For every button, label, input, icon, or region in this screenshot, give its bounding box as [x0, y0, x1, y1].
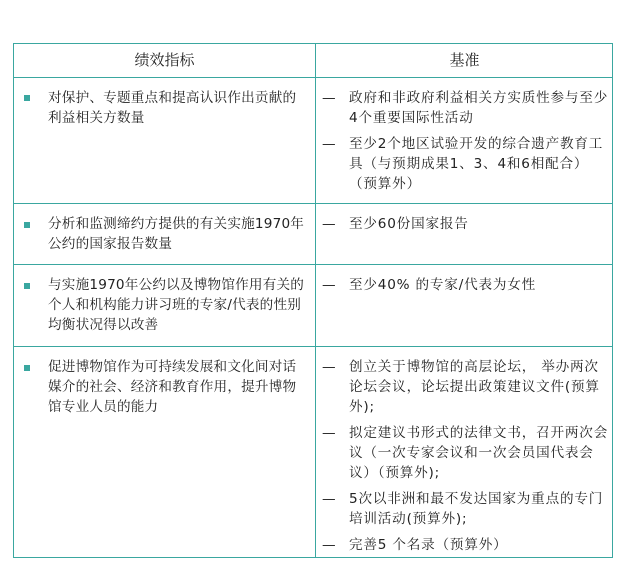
- header-criteria: 基准: [449, 51, 480, 69]
- criteria-item: [322, 214, 610, 234]
- criteria-text: 拟定建议书形式的法律文书，召开两次会议（一次专家会议和一次会员国代表会议）（预算外);: [349, 425, 609, 481]
- bullet-icon: [24, 283, 30, 289]
- dash-marker: —: [322, 90, 336, 106]
- criteria-item: [322, 489, 610, 529]
- dash-marker: —: [322, 359, 336, 375]
- criteria-text: 至少60份国家报告: [349, 216, 469, 232]
- dash-marker: —: [322, 216, 336, 232]
- dash-marker: —: [322, 136, 336, 152]
- bullet-icon: [24, 95, 30, 101]
- table-row: [14, 204, 612, 264]
- criteria-text: 创立关于博物馆的高层论坛， 举办两次论坛会议，论坛提出政策建议文件(预算外);: [349, 359, 600, 415]
- dash-marker: —: [322, 425, 336, 441]
- dash-marker: —: [322, 277, 336, 293]
- criteria-item: [322, 88, 610, 128]
- header-indicator: 绩效指标: [134, 51, 195, 69]
- criteria-text: 完善5 个名录（预算外）: [349, 537, 508, 553]
- indicator-text: 促进博物馆作为可持续发展和文化间对话媒介的社会、经济和教育作用，提升博物馆专业人员的能力: [48, 359, 297, 415]
- criteria-text: 政府和非政府利益相关方实质性参与至少4个重要国际性活动: [349, 90, 609, 126]
- indicator-text: 与实施1970年公约以及博物馆作用有关的个人和机构能力讲习班的专家/代表的性别均衡状况得以改善: [48, 277, 305, 333]
- table-row: [14, 265, 612, 346]
- criteria-item: [322, 535, 610, 555]
- table-row: [14, 347, 612, 557]
- criteria-item: [322, 134, 610, 194]
- indicator-text: 分析和监测缔约方提供的有关实施1970年公约的国家报告数量: [48, 216, 305, 252]
- dash-marker: —: [322, 491, 336, 507]
- criteria-item: [322, 357, 610, 417]
- table-row: [14, 78, 612, 203]
- criteria-item: [322, 423, 610, 483]
- criteria-text: 5次以非洲和最不发达国家为重点的专门培训活动(预算外);: [349, 491, 604, 527]
- criteria-item: [322, 275, 610, 295]
- bullet-icon: [24, 222, 30, 228]
- indicator-text: 对保护、专题重点和提高认识作出贡献的利益相关方数量: [48, 90, 297, 126]
- dash-marker: —: [322, 537, 336, 553]
- criteria-text: 至少40% 的专家/代表为女性: [349, 277, 537, 293]
- bullet-icon: [24, 365, 30, 371]
- performance-table: [13, 43, 613, 558]
- criteria-text: 至少2个地区试验开发的综合遗产教育工具（与预期成果1、3、4和6相配合）（预算外）: [349, 136, 604, 192]
